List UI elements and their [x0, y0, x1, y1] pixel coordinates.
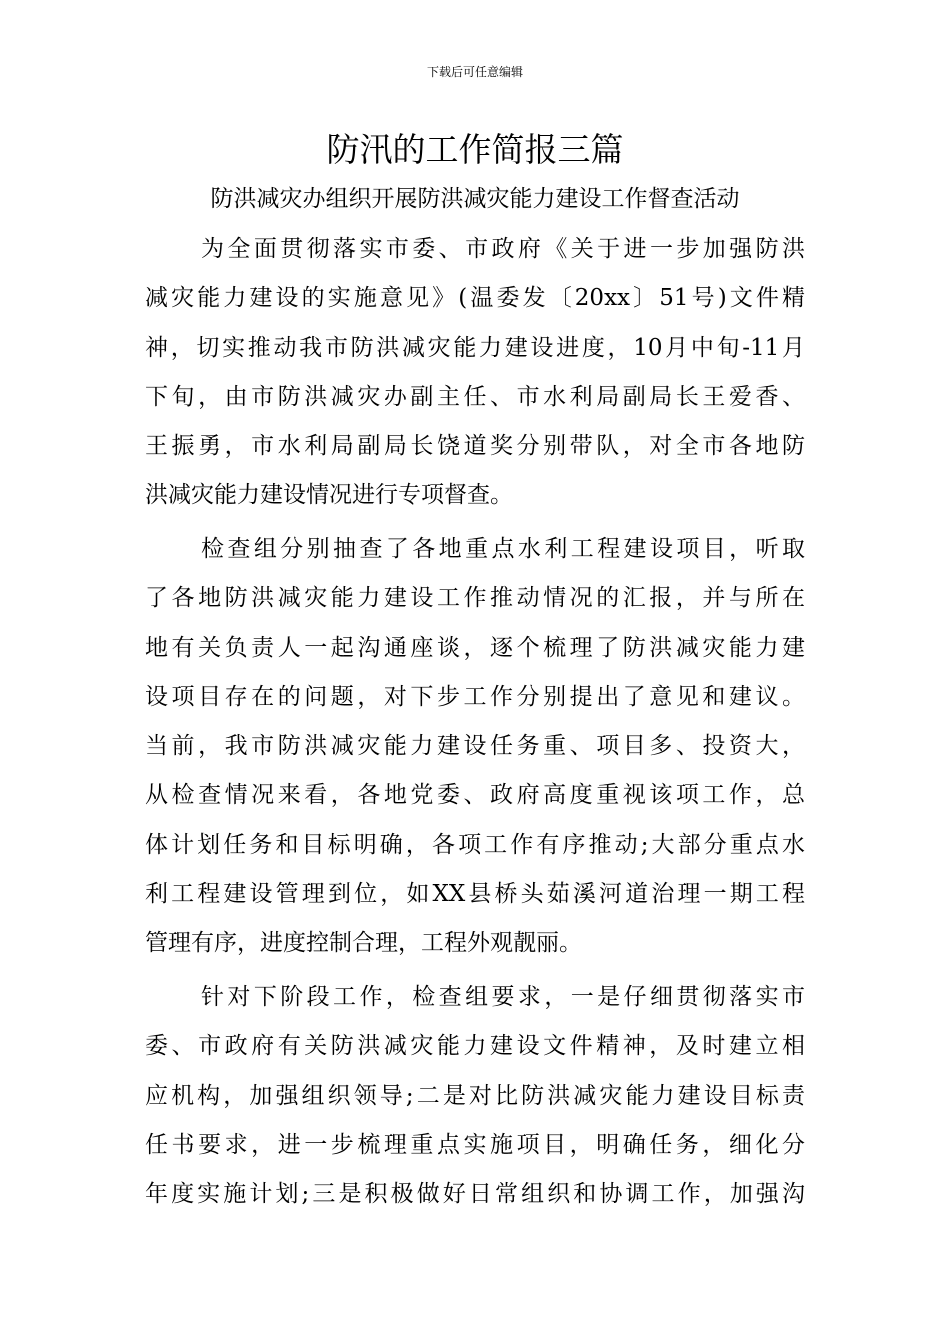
paragraph-line: 年度实施计划;三是积极做好日常组织和协调工作，加强沟: [145, 1181, 805, 1208]
paragraph-1: [145, 225, 805, 521]
paragraph-line: 从检查情况来看，各地党委、政府高度重视该项工作，总: [145, 782, 805, 809]
paragraph-line: 委、市政府有关防洪减灾能力建设文件精神，及时建立相: [145, 1033, 805, 1060]
paragraph-line: 减灾能力建设的实施意见》(温委发〔20xx〕51号)文件精: [145, 285, 805, 312]
paragraph-3: [145, 973, 805, 1219]
paragraph-line: 利工程建设管理到位，如XX县桥头茹溪河道治理一期工程: [145, 881, 805, 908]
paragraph-line: 王振勇，市水利局副局长饶道奖分别带队，对全市各地防: [145, 433, 805, 460]
paragraph-line: 体计划任务和目标明确，各项工作有序推动;大部分重点水: [145, 831, 805, 858]
paragraph-line: 应机构，加强组织领导;二是对比防洪减灾能力建设目标责: [145, 1082, 805, 1109]
document-subtitle: 防洪减灾办组织开展防洪减灾能力建设工作督查活动: [210, 186, 740, 212]
paragraph-line: 设项目存在的问题，对下步工作分别提出了意见和建议。: [145, 683, 805, 710]
paragraph-line: 当前，我市防洪减灾能力建设任务重、项目多、投资大，: [145, 733, 805, 760]
paragraph-line: 洪减灾能力建设情况进行专项督查。: [145, 482, 513, 509]
paragraph-line: 下旬，由市防洪减灾办副主任、市水利局副局长王爱香、: [145, 383, 805, 410]
paragraph-line: 为全面贯彻落实市委、市政府《关于进一步加强防洪: [201, 236, 805, 262]
paragraph-line: 地有关负责人一起沟通座谈，逐个梳理了防洪减灾能力建: [145, 634, 805, 661]
paragraph-line: 管理有序，进度控制合理，工程外观靓丽。: [145, 930, 582, 957]
paragraph-line: 检查组分别抽查了各地重点水利工程建设项目，听取: [201, 536, 805, 562]
paragraph-line: 任书要求，进一步梳理重点实施项目，明确任务，细化分: [145, 1131, 805, 1158]
paragraph-line: 了各地防洪减灾能力建设工作推动情况的汇报，并与所在: [145, 585, 805, 612]
paragraph-line: 针对下阶段工作，检查组要求，一是仔细贯彻落实市: [201, 984, 805, 1010]
header-note: 下载后可任意编辑: [426, 65, 523, 79]
document-title: 防汛的工作简报三篇: [326, 130, 624, 169]
paragraph-line: 神，切实推动我市防洪减灾能力建设进度，10月中旬-11月: [145, 334, 805, 361]
paragraph-2: [145, 525, 805, 969]
